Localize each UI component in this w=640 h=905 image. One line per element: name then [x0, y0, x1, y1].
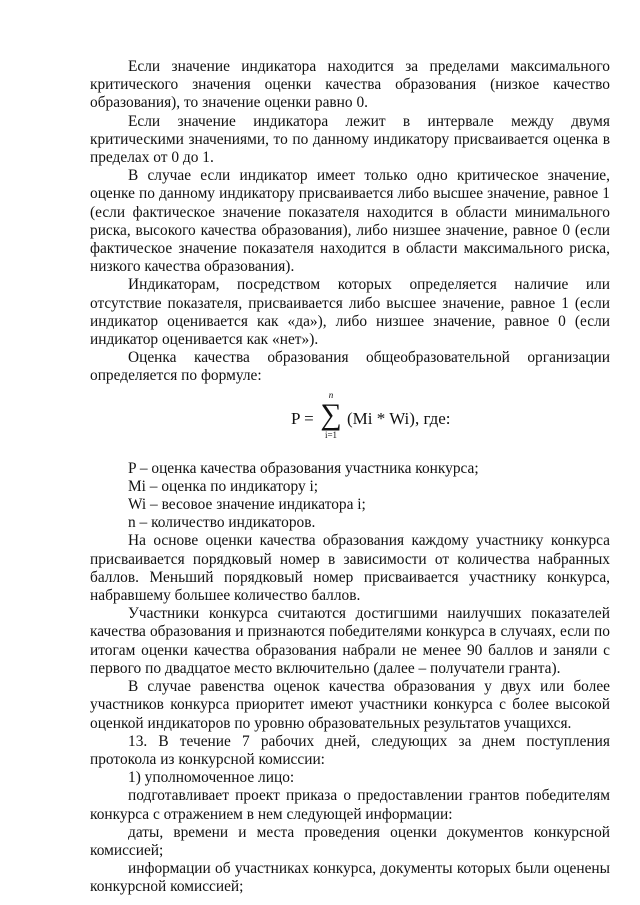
paragraph: В случае равенства оценок качества образования у двух или более участников конкурса приоритет имеют участники конкурса с более высокой оценкой индикаторов по уровню образовательных результатов учащихся. [90, 678, 610, 732]
sum-lower-limit: i=1 [324, 429, 338, 440]
paragraph: Оценка качества образования общеобразовательной организации определяется по формуле: [90, 349, 610, 385]
paragraph: P – оценка качества образования участника конкурса; [128, 459, 479, 477]
paragraph: n – количество индикаторов. [128, 514, 316, 532]
paragraph: В случае если индикатор имеет только одно критическое значение, оценке по данному индикатору присваивается либо высшее значение, равное 1 (если фактическое значение показателя находится в области минимального риска, высокого качества образования), либо низшее значение, равное 0 (если фактическое значение показателя находится в области максимального риска, низкого качества образования). [90, 167, 610, 276]
formula-lhs: P = [291, 408, 314, 428]
paragraph: Если значение индикатора лежит в интервале между двумя критическими значениями, то по данному индикатору присваивается оценка в пределах от 0 до 1. [90, 112, 610, 167]
paragraph: 1) уполномоченное лицо: [128, 769, 295, 787]
paragraph: Mi – оценка по индикатору i; [128, 477, 319, 495]
paragraph: даты, времени и места проведения оценки документов конкурсной комиссией; [90, 823, 610, 859]
paragraph: Участники конкурса считаются достигшими наилучших показателей качества образования и признаются победителями конкурса в случаях, если по итогам оценки качества образования набрали не менее 90 баллов и заняли с первого по двадцатое место включительно (далее – получатели гранта). [90, 605, 610, 677]
paragraph: информации об участниках конкурса, документы которых были оценены конкурсной комиссией; [90, 860, 610, 896]
paragraph: Wi – весовое значение индикатора i; [128, 496, 366, 514]
paragraph: 13. В течение 7 рабочих дней, следующих за днем поступления протокола из конкурсной комиссии: [90, 732, 610, 768]
formula-rhs: (Mi * Wi), где: [347, 408, 451, 428]
paragraph: Если значение индикатора находится за пределами максимального критического значения оценки качества образования (низкое качество образования), то значение оценки равно 0. [90, 58, 610, 112]
formula [90, 390, 610, 454]
document-page [90, 58, 610, 897]
paragraph: подготавливает проект приказа о предоставлении грантов победителям конкурса с отражением в нем следующей информации: [90, 787, 610, 823]
paragraph: На основе оценки качества образования каждому участнику конкурса присваивается порядковый номер в зависимости от количества набранных баллов. Меньший порядковый номер присваивается участнику конкурса, набравшему большее количество баллов. [90, 532, 610, 605]
sum-upper-limit: n [328, 389, 334, 400]
paragraph: Индикаторам, посредством которых определяется наличие или отсутствие показателя, присваивается либо высшее значение, равное 1 (если индикатор оценивается как «да»), либо низшее значение, равное 0 (если индикатор оценивается как «нет»). [90, 276, 610, 349]
summation [316, 390, 346, 440]
sigma-symbol: ∑ [320, 397, 342, 431]
